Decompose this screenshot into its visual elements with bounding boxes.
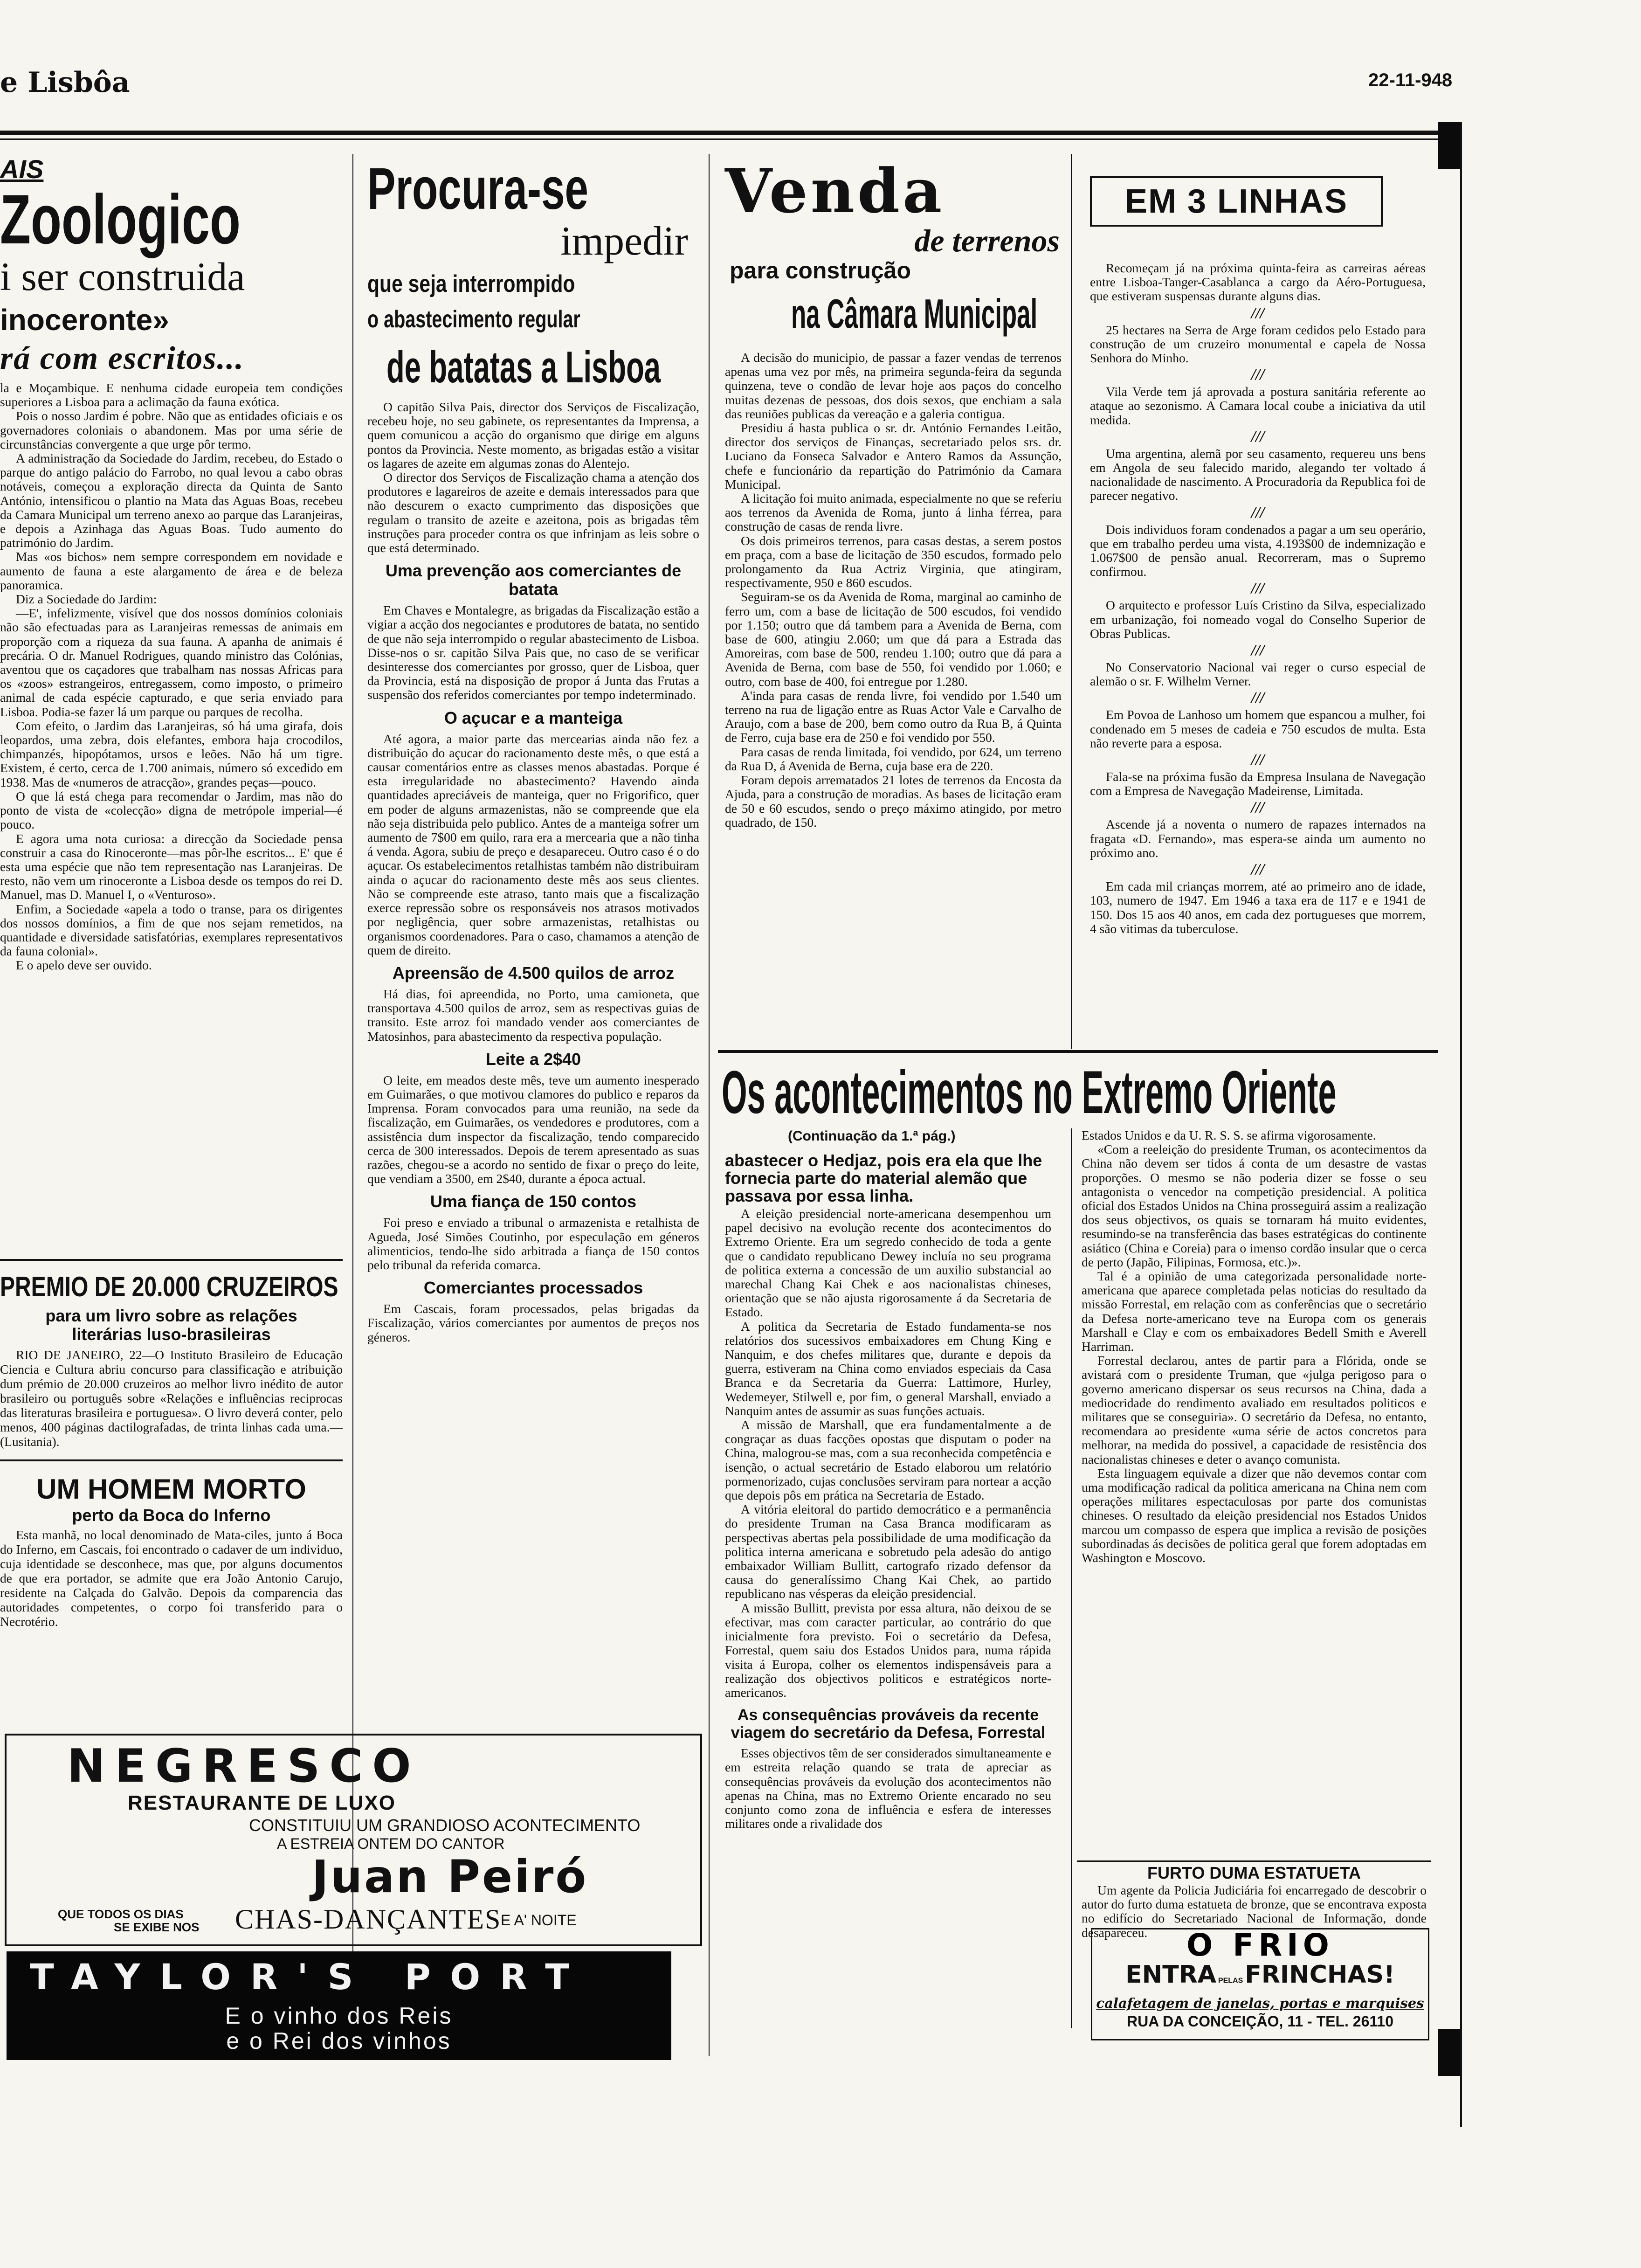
em3linhas-list <box>1090 261 1426 936</box>
terrenos-paragraph: Seguiram-se os da Avenida de Roma, marginal ao caminho de ferro um, com a base de licitação de 500 escudos, foi vendido por 1.150; outro que dá tambem para a Avenida de Berna, com base de 600, atingiu 2.060; um que dá para a Estrada das Amoreiras, com base de 500, rendeu 1.100; outro que dá para a Avenida de Berna, com base de 550, foi vendido por 1.060; e outro, com base de 400, foi entregue por 1.280. <box>725 589 1062 689</box>
batatas-deck-2: o abastecimento regular <box>367 306 580 333</box>
ad-frio <box>1091 1928 1429 2040</box>
batatas-intro: O director dos Serviços de Fiscalização chama a atenção dos produtores e lagareiros de azeite e demais interessados para que não descurem o exacto cumprimento das disposições que regulam o transito de azeite e azeitona, pois as brigadas têm instruções para proceder contra os que infrinjam as leis sobre o que está determinado. <box>367 470 699 555</box>
zoo-body <box>0 381 343 973</box>
zoo-paragraph: Enfim, a Sociedade «apela a todo o transe, para os dirigentes dos nossos domínios, a fim de que nos sejam remetidos, na quantidade e diversidade satisfatórias, exemplares representativos da fauna colonial». <box>0 901 343 959</box>
premio-rule <box>0 1259 343 1261</box>
oriente-paragraph: Esta linguagem equivale a dizer que não devemos contar com uma modificação radical da politica americana na China nem com operações militares espectaculosas por parte dos comunistas chineses. O resultado da eleição presidencial nos Estados Unidos marcou um compasso de espera que implica a revisão de posições subordinadas ás decisões de politica geral que forem adoptadas em Washington e Moscovo. <box>1082 1466 1427 1565</box>
terrenos-paragraph: Os dois primeiros terrenos, para casas destas, a serem postos em praça, com a base de licitação de 350 escudos, formado pelo prolongamento da Rua Actriz Virginia, que atingiram, respectivamente, 950 e 860 escudos. <box>725 533 1062 590</box>
em3linhas-item: No Conservatorio Nacional vai reger o curso especial de alemão o sr. F. Wilhelm Verner. <box>1090 660 1426 689</box>
zoo-paragraph: E o apelo deve ser ouvido. <box>16 958 152 973</box>
zoo-paragraph: Com efeito, o Jardim das Laranjeiras, só há uma girafa, dois leopardos, uma zebra, dois elefantes, embora haja crocodilos, chimpanzés, hipopótamos, ursos e leões. Não há um tigre. Existem, é certo, cerca de 1.700 animais, número só excedido em 1938. Mas de «numeros de atracção», grandes peças—pouco. <box>0 718 343 789</box>
separator: /// <box>1251 504 1265 521</box>
furto-text: Um agente da Policia Judiciária foi encarregado de descobrir o autor do furto duma estatueta de bronze, que se encontrava exposta no edifício do Secretariado Nacional de Informação, donde desapareceu. <box>1082 1883 1427 1940</box>
terrenos-paragraph: A'inda para casas de renda livre, foi vendido por 1.540 um terreno na rua de ligação entre as Ruas Actor Vale e Carvalho de Araujo, com a base de 200, bem como outro da Rua B, á Quinta de Ferro, cuja base era de 250 e foi vendido por 550. <box>725 688 1062 745</box>
separator: /// <box>1251 428 1265 445</box>
morto-text: Esta manhã, no local denominado de Mata-ciles, junto á Boca do Inferno, em Cascais, foi encontrado o cadaver de um individuo, cuja identidade se desconhece, mas que, por alguns documentos de que era portador, se admite que era João Antonio Carujo, residente na Calçada do Galvão. Depois da comparencia das autoridades competentes, o corpo foi transferido para o Necrotério. <box>0 1528 343 1629</box>
terrenos-paragraph: Foram depois arrematados 21 lotes de terrenos da Encosta da Ajuda, para a construção de moradias. As bases de licitação eram de 50 e 60 escudos, sendo o preço máximo atingido, por metro quadrado, de 150. <box>725 773 1062 830</box>
em3linhas-item: Ascende já a noventa o numero de rapazes internados na fragata «D. Fernando», mas espera-se ainda um aumento no próximo ano. <box>1090 817 1426 860</box>
batatas-subhead: Comerciantes processados <box>423 1278 643 1298</box>
terrenos-paragraph: A decisão do municipio, de passar a fazer vendas de terrenos apenas uma vez por mês, na primeira segunda-feira da segunda quinzena, teve o condão de levar hoje aos paços do concelho muitas dezenas de pessoas, dos dois sexos, que enchiam a sala das reuniões publicas da vereação e a galeria contigua. <box>725 350 1062 421</box>
column-rule-3 <box>1071 154 1072 1049</box>
em3linhas-item: Dois individuos foram condenados a pagar a um seu operário, que em trabalho perdeu uma vista, 4.193$00 de indemnização e 1.067$00 de pensão anual. Recorreram, mas o Supremo confirmou. <box>1090 522 1426 579</box>
batatas-intro: O capitão Silva Pais, director dos Serviços de Fiscalização, recebeu hoje, no seu gabinete, os representantes da Imprensa, a quem comunicou a acção do organismo que dirige em alguns pontos da Provincia. Neste momento, as brigadas estão a visitar os lagares de azeite em algumas zonas do Alentejo. <box>367 400 699 470</box>
ad-negresco-line2: A ESTREIA ONTEM DO CANTOR <box>277 1835 505 1852</box>
ad-negresco-name: NEGRESCO <box>67 1740 421 1793</box>
oriente-paragraph: A missão Bullitt, prevista por essa altura, não deixou de se efectivar, mas com caracter particular, ao contrário do que inicialmente fora previsto. Foi o secretário da Defesa, Forrestal, quem saiu dos Estados Unidos para, numa rápida visita á Europa, colher os elementos indispensáveis para a realização dos objectivos politicos e estratégicos norte-americanos. <box>725 1600 1051 1700</box>
zoo-deck-3: rá com escritos... <box>0 340 245 376</box>
batatas-subhead: Leite a 2$40 <box>485 1049 581 1069</box>
oriente-left <box>725 1152 1051 1831</box>
premio-headline: PREMIO DE 20.000 CRUZEIROS <box>0 1271 338 1302</box>
separator: /// <box>1251 689 1265 707</box>
batatas-subhead: Uma fiança de 150 contos <box>430 1192 637 1211</box>
zoo-paragraph: Pois o nosso Jardim é pobre. Não que as entidades oficiais e os governadores coloniais o abandonem. Mas por uma série de circunstâncias convergente a que urge pôr termo. <box>0 408 343 451</box>
batatas-headline-1: Procura-se <box>367 156 588 221</box>
oriente-paragraph: «Com a reeleição do presidente Truman, os acontecimentos da China não devem ser tidos á conta de um desastre de vastas proporções. O mesmo se não poderia dizer se fosse o seu antagonista o vencedor na competição presidencial. A politica oficial dos Estados Unidos na China prosseguirá assim a realização dos seus objectivos, os quais se tornaram há muito evidentes, resumindo-se na transferência das bases estratégicas do continente asiático (China e Coreia) para o imenso cordão insular que o cerca de perto (Japão, Filipinas, Formosa, etc.)». <box>1082 1142 1427 1269</box>
zoo-kicker: AIS <box>0 154 44 184</box>
ad-negresco-artist: Juan Peiró <box>312 1851 588 1903</box>
ad-frio-line3: calafetagem de janelas, portas e marquises <box>1096 1995 1424 2012</box>
batatas-section-text: Em Cascais, foram processados, pelas brigadas da Fiscalização, vários comerciantes por aumentos de preços nos géneros. <box>367 1301 699 1344</box>
batatas-deck-3: de batatas a Lisboa <box>386 342 661 392</box>
em3linhas-item: 25 hectares na Serra de Arge foram cedidos pelo Estado para construção de um cruzeiro monumental e capela de Nossa Senhora do Minho. <box>1090 322 1426 366</box>
em3linhas-title-box <box>1090 176 1383 227</box>
ad-taylor-line2: e o Rei dos vinhos <box>226 2028 452 2054</box>
ad-negresco-night: E A' NOITE <box>501 1912 577 1929</box>
zoo-paragraph: E agora uma nota curiosa: a direcção da Sociedade pensa construir a casa do Rinoceronte—mas pôr-lhe escritos... E' que é esta uma espécie que não tem representação nas Laranjeiras. De resto, não vem um rinoceronte a Lisboa desde os tempos do rei D. Manuel, mas D. Manuel I, o «Venturoso». <box>0 831 343 902</box>
zoo-deck-2: inoceronte» <box>0 303 169 337</box>
ad-negresco-line1: CONSTITUIU UM GRANDIOSO ACONTECIMENTO <box>249 1816 641 1835</box>
terrenos-deck-2: na Câmara Municipal <box>791 290 1037 337</box>
masthead-rule-top <box>0 131 1438 135</box>
oriente-rule-top <box>718 1050 1438 1053</box>
zoo-article <box>0 154 343 973</box>
ad-negresco <box>5 1734 702 1946</box>
terrenos-deck-1: para construção <box>730 257 911 284</box>
terrenos-paragraph: Presidiu á hasta publica o sr. dr. António Fernandes Leitão, director dos serviços de Finanças, secretariado pelos srs. dr. Luciano da Fonseca Salvador e Antero Ramos da Assunção, chefe e funcionário da repartição do Património da Camara Municipal. <box>725 421 1062 491</box>
batatas-section-text: Foi preso e enviado a tribunal o armazenista e retalhista de Agueda, José Simões Coutinho, por especulação em géneros alimenticios, tendo-lhe sido arbitrada a fiança de 150 contos pelo tribunal da referida comarca. <box>367 1215 699 1272</box>
ad-frio-line2c: FRINCHAS! <box>1245 1961 1395 1989</box>
zoo-paragraph: Mas «os bichos» nem sempre correspondem em novidade e aumento de fauna a este alargamento de área e de beleza panoramica. <box>0 549 343 592</box>
oriente-subhead: As consequências prováveis da recente viagem do secretário da Defesa, Forrestal <box>731 1706 1046 1742</box>
oriente-paragraph: A politica da Secretaria de Estado fundamenta-se nos relatórios dos sucessivos embaixadores em Chung King e Nanquim, e dos chefes militares que, durante e depois da guerra, estiveram na China como enviados especiais da Casa Branca e da Secretaria da Guerra: Lattimore, Hurley, Wedemeyer, Stilwell e, por fim, o general Marshall, enviado a Nanquim antes de assumir as suas funções actuais. <box>725 1319 1051 1418</box>
oriente-column-rule <box>1071 1128 1072 2028</box>
ad-taylor-name: TAYLOR'S PORT <box>30 1956 589 1998</box>
separator: /// <box>1251 861 1265 878</box>
oriente-headline: Os acontecimentos no Extremo Oriente <box>722 1058 1337 1126</box>
ad-frio-line2a: ENTRA <box>1125 1961 1216 1989</box>
terrenos-headline-2: de terrenos <box>914 223 1060 258</box>
ad-frio-line1: O FRIO <box>1186 1928 1334 1963</box>
em3linhas-item: Uma argentina, alemã por seu casamento, requereu uns bens em Angola de seu falecido marido, alegando ter voltado á nacionalidade de nascimento. A Procuradoria da Republica foi de parecer negativo. <box>1090 446 1426 503</box>
batatas-section-text: Até agora, a maior parte das mercearias ainda não fez a distribuição do açucar do racionamento deste mês, o que está a causar comentários entre as classes menos abastadas. Porque é esta irregularidade no abastecimento? Havendo ainda quantidades apreciáveis de manteiga, quer no Frigorifico, quer em poder de alguns armazenistas, não se compreende que ela não seja distribuida pelo publico. Antes de a manteiga sofrer um aumento de 7$00 em quilo, rara era a mercearia que a não tinha á venda. Agora, subiu de preço e desapareceu. Outro caso é o do açucar. Os estabelecimentos retalhistas também não distribuiram ainda o açucar do racionamento deste mês aos seus clientes. Não se compreende este atraso, tanto mais que a fiscalização exerce repressão sobre os responsáveis nos atrasos motivados por negligência, quer sobre armazenistas, retalhistas ou organismos coordenadores. Para o caso, chamamos a atenção de quem de direito. <box>367 731 699 957</box>
oriente-right <box>1082 1128 1427 1565</box>
premio-text: RIO DE JANEIRO, 22—O Instituto Brasileiro de Educação Ciencia e Cultura abriu concurso para classificação e atribuição dum prémio de 20.000 cruzeiros ao melhor livro inédito de autor brasileiro ou português sobre «Relações e influências reciprocas das literaturas brasileira e portuguesa». O livro deverá conter, pelo menos, 400 páginas dactilografadas, de trinta linhas cada uma.—(Lusitania). <box>0 1348 343 1449</box>
batatas-subhead: Uma prevenção aos comerciantes de batata <box>385 561 682 599</box>
separator: /// <box>1251 580 1265 597</box>
ad-negresco-left1: QUE TODOS OS DIAS <box>58 1907 184 1921</box>
separator: /// <box>1251 642 1265 659</box>
zoo-headline: Zoologico <box>0 180 241 258</box>
zoo-paragraph: la e Moçambique. E nenhuma cidade europeia tem condições superiores a Lisboa para a aclimação da fauna exótica. <box>0 380 343 409</box>
em3linhas-item: O arquitecto e professor Luís Cristino da Silva, especializado em urbanização, foi nomeado vogal do Conselho Superior de Obras Publicas. <box>1090 598 1426 641</box>
em3linhas-title: EM 3 LINHAS <box>1124 183 1348 220</box>
furto-headline: FURTO DUMA ESTATUETA <box>1147 1863 1361 1882</box>
morto-article <box>0 1473 343 1629</box>
batatas-subhead: Apreensão de 4.500 quilos de arroz <box>392 963 675 982</box>
batatas-headline-2: impedir <box>560 219 688 264</box>
masthead-rule-bottom <box>0 138 1438 140</box>
batatas-section-text: Há dias, foi apreendida, no Porto, uma camioneta, que transportava 4.500 quilos de arroz, sem as respectivas guias de transito. Este arroz foi mandado vender aos comerciantes de Matosinhos, para abastecimento da respectiva população. <box>367 986 699 1044</box>
right-margin-bar-bottom <box>1438 2029 1462 2076</box>
oriente-lead: abastecer o Hedjaz, pois era ela que lhe fornecia parte do material alemão que passava por essa linha. <box>725 1151 1042 1205</box>
ad-frio-line4: RUA DA CONCEIÇÃO, 11 - TEL. 26110 <box>1127 2013 1393 2030</box>
ad-taylor <box>7 1951 671 2060</box>
zoo-paragraph: A administração da Sociedade do Jardim, recebeu, do Estado o parque do antigo palácio do Farrobo, no qual levou a cabo obras notáveis, começou a exploração directa da Quinta de Santo António, intensificou o plantio na Mata das Aguas Boas, recebeu da Camara Municipal um terreno anexo ao parque das Laranjeiras, e depois a Azinhaga das Aguas Boas. Tudo aumento do património do Jardim. <box>0 451 343 550</box>
oriente-paragraph: Estados Unidos e da U. R. S. S. se afirma vigorosamente. <box>1082 1128 1376 1142</box>
separator: /// <box>1251 304 1265 322</box>
ad-negresco-left2: SE EXIBE NOS <box>114 1920 200 1934</box>
zoo-deck-1: i ser construida <box>0 254 245 299</box>
right-border <box>1460 122 1462 2127</box>
oriente-paragraph: Forrestal declarou, antes de partir para a Flórida, onde se avistará com o presidente Truman, que «julga perigoso para o governo americano dispersar os seus recursos na China, dada a mediocridade do rendimento avaliado em resultados politicos e militares que se conseguiria». O secretário da Defesa, no entanto, recomendara ao presidente «uma série de actos concretos para melhorar, na medida do possivel, a capacidade de resistência dos nacionalistas chineses e deter o avanço comunista. <box>1082 1353 1427 1466</box>
separator: /// <box>1251 751 1265 769</box>
ad-taylor-line1: E o vinho dos Reis <box>225 2003 453 2029</box>
em3linhas-item: Recomeçam já na próxima quinta-feira as carreiras aéreas entre Lisboa-Tanger-Casablanca a cargo da Aéro-Portuguesa, que estiveram suspensas durante alguns dias. <box>1090 261 1426 304</box>
morto-rule <box>0 1459 343 1461</box>
ad-negresco-sub: RESTAURANTE DE LUXO <box>128 1791 396 1814</box>
oriente-headline-wrap <box>722 1059 1421 1125</box>
batatas-deck-1: que seja interrompido <box>367 270 575 297</box>
em3linhas-item: Fala-se na próxima fusão da Empresa Insulana de Navegação com a Empresa de Navegação Madeirense, Limitada. <box>1090 769 1426 798</box>
batatas-section-text: Em Chaves e Montalegre, as brigadas da Fiscalização estão a vigiar a acção dos negociantes e produtores de batata, no sentido de que não seja interrompido o regular abastecimento de Lisboa. Disse-nos o sr. capitão Silva Pais que, no caso de se verificar desinteresse dos comerciantes por grosso, quer de Lisboa, quer da Provincia, está na disposição de propor á Junta das Frutas a suspensão dos referidos comerciantes por tempo indeterminado. <box>367 603 699 702</box>
zoo-paragraph: O que lá está chega para recomendar o Jardim, mas não do ponto de vista de «colecção» digna de metrópole imperial—é pouco. <box>0 788 343 832</box>
oriente-continuation: (Continuação da 1.ª pág.) <box>788 1128 956 1144</box>
em3linhas-item: Em Povoa de Lanhoso um homem que espancou a mulher, foi condenado em 5 meses de cadeia e 750 escudos de multa. Esta não reverte para a esposa. <box>1090 707 1426 750</box>
em3linhas-item: Em cada mil crianças morrem, até ao primeiro ano de idade, 103, numero de 1947. Em 1946 a taxa era de 117 e e 1941 de 150. Dos 15 aos 40 anos, em cada dez portugueses que morrem, 4 são vitimas da tuberculose. <box>1090 879 1426 936</box>
morto-headline: UM HOMEM MORTO <box>36 1473 306 1505</box>
zoo-paragraph: —E', infelizmente, visível que dos nossos domínios coloniais não são efectuadas para as Laranjeiras remessas de animais em proporção com a riqueza da sua fauna. A apanha de animais é precária. O dr. Manuel Rodrigues, quando ministro das Colónias, aventou que os caçadores que trabalham nas nossas Africas para os «zoos» estrangeiros, entregassem, como imposto, o primeiro animal de cada espécie capturado, e que seria enviado para Lisboa. Podia-se fazer lá um parque ou parques de recolha. <box>0 606 343 719</box>
terrenos-paragraph: A licitação foi muito animada, especialmente no que se referiu aos terrenos da Avenida de Roma, junto á linha férrea, para construção de casas de renda livre. <box>725 491 1062 534</box>
batatas-section-text: O leite, em meados deste mês, teve um aumento inesperado em Guimarães, o que motivou clamores do publico e reparos da Imprensa. Foram convocados para uma reunião, na sede da fiscalização, em Guimarães, os vendedores e produtores, com a assistência dum inspector da fiscalização, tendo comparecido cerca de 300 interessados. Depois de terem apresentado as suas razões, chegou-se a acordo no sentido de fixar o preço do leite, que vendiam a 3500, em 2$40, durante a época actual. <box>367 1072 699 1186</box>
masthead-date: 22-11-948 <box>1368 70 1453 90</box>
column-rule-2 <box>709 154 710 2056</box>
terrenos-paragraph: Para casas de renda limitada, foi vendido, por 624, um terreno da Rua D, á Avenida de Berna, cuja base era de 220. <box>725 744 1062 773</box>
oriente-paragraph: Esses objectivos têm de ser considerados simultaneamente e em estreita relação quando se trata de apreciar as consequências prováveis da evolução dos acontecimentos não apenas na China, mas no Extremo Oriente encarado no seu conjunto como zona de influência e esfera de interesses militares onde a rivalidade dos <box>725 1746 1051 1831</box>
right-margin-bar <box>1438 122 1462 169</box>
furto-rule <box>1077 1860 1431 1862</box>
separator: /// <box>1251 799 1265 816</box>
oriente-paragraph: A eleição presidencial norte-americana desempenhou um papel decisivo na evolução recente dos acontecimentos do Extremo Oriente. Era um segredo conhecido de toda a gente que o candidato republicano Dewey incluía no seu programa de politica externa a concessão de um auxilio substancial ao marechal Chang Kai Chek e aos nacionalistas chineses, orientação que se não ajusta rigorosamente á da Secretaria de Estado. <box>725 1206 1051 1320</box>
oriente-paragraph: Tal é a opinião de uma categorizada personalidade norte-americana que aparece completada pelas noticias do resultado da missão Forrestal, em relação com as conferências que o secretário da Defesa norte-americano teve na Europa com os generais Marshall e Clay e com os embaixadores Bedell Smith e Averell Harriman. <box>1082 1269 1427 1354</box>
premio-article <box>0 1272 343 1449</box>
oriente-paragraph: A vitória eleitoral do partido democrático e a permanência do presidente Truman na Casa Branca modificaram as perspectivas abertas pela possibilidade de uma modificação da politica interna americana e sobretudo pela adesão do antigo embaixador William Bullitt, cartografo rizado defensor da causa do generalíssimo Chang Kai Chek, ao partido republicano nas vésperas da eleição presidencial. <box>725 1502 1051 1601</box>
batatas-subhead: O açucar e a manteiga <box>444 708 623 727</box>
ad-negresco-cha: CHAS-DANÇANTES <box>235 1904 502 1935</box>
separator: /// <box>1251 366 1265 384</box>
ad-frio-line2b: PELAS <box>1218 1977 1243 1985</box>
morto-deck: perto da Boca do Inferno <box>72 1506 271 1525</box>
terrenos-article <box>725 155 1062 830</box>
premio-deck: para um livro sobre as relações literárias luso-brasileiras <box>45 1306 297 1344</box>
oriente-paragraph: A missão de Marshall, que era fundamentalmente a de congraçar as duas facções opostas que disputam o poder na China, malogrou-se mas, com a sua reconhecida competência e isenção, o actual secretário de Estado elaborou um relatório pormenorizado, cujas conclusões serviram para nortear a acção que depois pôs em prática na Secretaria de Estado. <box>725 1418 1051 1503</box>
em3linhas-item: Vila Verde tem já aprovada a postura sanitária referente ao ataque ao sezonismo. A Camara local coube a iniciativa da util medida. <box>1090 384 1426 427</box>
batatas-article <box>367 156 699 1344</box>
terrenos-headline-1: Venda <box>725 155 945 227</box>
masthead-title: e Lisbôa <box>0 66 130 99</box>
zoo-paragraph: Diz a Sociedade do Jardim: <box>16 592 157 607</box>
